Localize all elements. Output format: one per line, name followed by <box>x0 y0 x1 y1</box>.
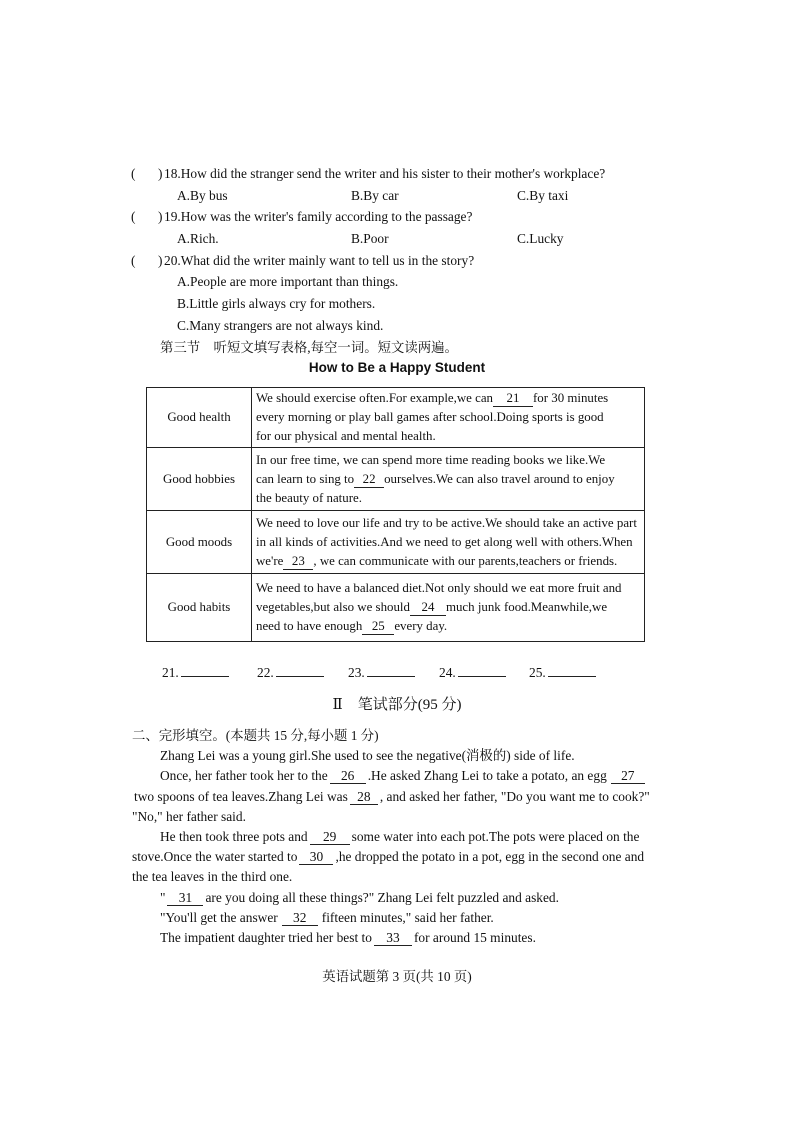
row-label: Good health <box>147 388 252 448</box>
answer-blank-21[interactable] <box>162 664 229 681</box>
row-text: can learn to sing to <box>256 471 355 486</box>
question-20-option-c: C.Many strangers are not always kind. <box>177 318 384 333</box>
row-content <box>252 448 645 511</box>
blank-23[interactable]: 23 <box>283 554 313 570</box>
page-footer: 英语试题第 3 页(共 10 页) <box>322 969 472 984</box>
answer-blank-23[interactable] <box>348 664 415 681</box>
row-text: every morning or play ball games after school.Doing sports is good <box>256 410 604 424</box>
row-text: , we can communicate with our parents,teachers or friends. <box>313 553 618 568</box>
row-content <box>252 574 645 642</box>
cloze-line: two spoons of tea leaves.Zhang Lei was 28 , and asked her father, "Do you want me to cook?" <box>134 789 650 804</box>
question-19-option-c: C.Lucky <box>517 231 564 246</box>
cloze-line: He then took three pots and 29 some water into each pot.The pots were placed on the <box>160 829 640 844</box>
table-title: How to Be a Happy Student <box>308 360 486 375</box>
blank-30[interactable]: 30 <box>299 849 333 865</box>
blank-26[interactable]: 26 <box>330 768 366 784</box>
table-row <box>147 574 645 642</box>
question-20-option-a: A.People are more important than things. <box>177 274 399 289</box>
row-label: Good moods <box>147 511 252 574</box>
row-text: We need to have a balanced diet.Not only should we eat more fruit and <box>256 581 622 595</box>
answer-number: 23. <box>348 665 365 680</box>
cloze-heading: 二、完形填空。(本题共 15 分,每小题 1 分) <box>132 728 379 743</box>
row-text: vegetables,but also we should <box>256 600 410 614</box>
answer-blank-24[interactable] <box>439 664 506 681</box>
question-18-stem: 18.How did the stranger send the writer and his sister to their mother's workplace? <box>164 166 606 181</box>
answer-bracket-open: ( <box>131 209 136 224</box>
row-text: ourselves.We can also travel around to enjoy <box>384 471 615 486</box>
table-row <box>147 448 645 511</box>
blank-32[interactable]: 32 <box>282 910 318 926</box>
row-text: We should exercise often.For example,we can <box>256 391 493 405</box>
cloze-line: stove.Once the water started to 30 ,he dropped the potato in a pot, egg in the second one and <box>132 849 645 864</box>
row-text: in all kinds of activities.And we need to get along well with others.When <box>256 534 633 549</box>
row-text: for our physical and mental health. <box>256 429 436 443</box>
cloze-line: Once, her father took her to the 26 .He asked Zhang Lei to take a potato, an egg 27 <box>160 766 645 786</box>
answer-bracket-open: ( <box>131 253 136 268</box>
answer-number: 25. <box>529 665 546 680</box>
blank-24[interactable]: 24 <box>410 600 446 616</box>
row-text: for 30 minutes <box>533 391 609 405</box>
answer-bracket-close: ) <box>158 209 163 224</box>
row-text: much junk food.Meanwhile,we <box>445 600 608 614</box>
row-text: every day. <box>394 619 448 633</box>
answer-blank-25[interactable] <box>529 664 596 681</box>
row-text: We need to love our life and try to be active.We should take an active part <box>256 515 637 530</box>
row-label: Good hobbies <box>147 448 252 511</box>
blank-33[interactable]: 33 <box>374 930 412 946</box>
row-label: Good habits <box>147 574 252 642</box>
blank-21[interactable]: 21 <box>493 391 533 407</box>
row-content <box>252 511 645 574</box>
cloze-line: " 31 are you doing all these things?" Zhang Lei felt puzzled and asked. <box>160 890 559 905</box>
row-text: need to have enough <box>256 619 363 633</box>
answer-bracket-open: ( <box>131 166 136 181</box>
table-row <box>147 511 645 574</box>
happy-student-table <box>146 387 645 642</box>
question-19-stem: 19.How was the writer's family according to the passage? <box>164 209 473 224</box>
cloze-line: "You'll get the answer 32 fifteen minutes," said her father. <box>160 910 494 925</box>
answer-bracket-close: ) <box>158 253 163 268</box>
section-3-instruction: 第三节 听短文填写表格,每空一词。短文读两遍。 <box>160 340 458 355</box>
question-19-option-a: A.Rich. <box>177 231 219 246</box>
answer-number: 21. <box>162 665 179 680</box>
cloze-line: the tea leaves in the third one. <box>132 869 293 884</box>
row-text: the beauty of nature. <box>256 490 362 505</box>
answer-bracket-close: ) <box>158 166 163 181</box>
row-text: In our free time, we can spend more time reading books we like.We <box>256 452 606 467</box>
question-20-option-b: B.Little girls always cry for mothers. <box>177 296 376 311</box>
blank-27[interactable]: 27 <box>611 768 645 784</box>
cloze-line: The impatient daughter tried her best to 33 for around 15 minutes. <box>160 930 536 945</box>
cloze-line: "No," her father said. <box>132 809 246 824</box>
part-2-heading: Ⅱ 笔试部分(95 分) <box>332 697 462 713</box>
answer-number: 22. <box>257 665 274 680</box>
blank-28[interactable]: 28 <box>350 789 378 805</box>
row-content <box>252 388 645 448</box>
row-text: we're <box>256 553 284 568</box>
question-19-option-b: B.Poor <box>351 231 389 246</box>
cloze-line: Zhang Lei was a young girl.She used to see the negative(消极的) side of life. <box>160 748 575 763</box>
blank-25[interactable]: 25 <box>362 619 394 635</box>
table-row <box>147 388 645 448</box>
answer-blank-22[interactable] <box>257 664 324 681</box>
question-18-option-a: A.By bus <box>177 188 228 203</box>
blank-22[interactable]: 22 <box>354 472 384 488</box>
question-20-stem: 20.What did the writer mainly want to tell us in the story? <box>164 253 475 268</box>
answer-number: 24. <box>439 665 456 680</box>
blank-31[interactable]: 31 <box>167 890 203 906</box>
question-18-option-b: B.By car <box>351 188 399 203</box>
blank-29[interactable]: 29 <box>310 829 350 845</box>
question-18-option-c: C.By taxi <box>517 188 569 203</box>
